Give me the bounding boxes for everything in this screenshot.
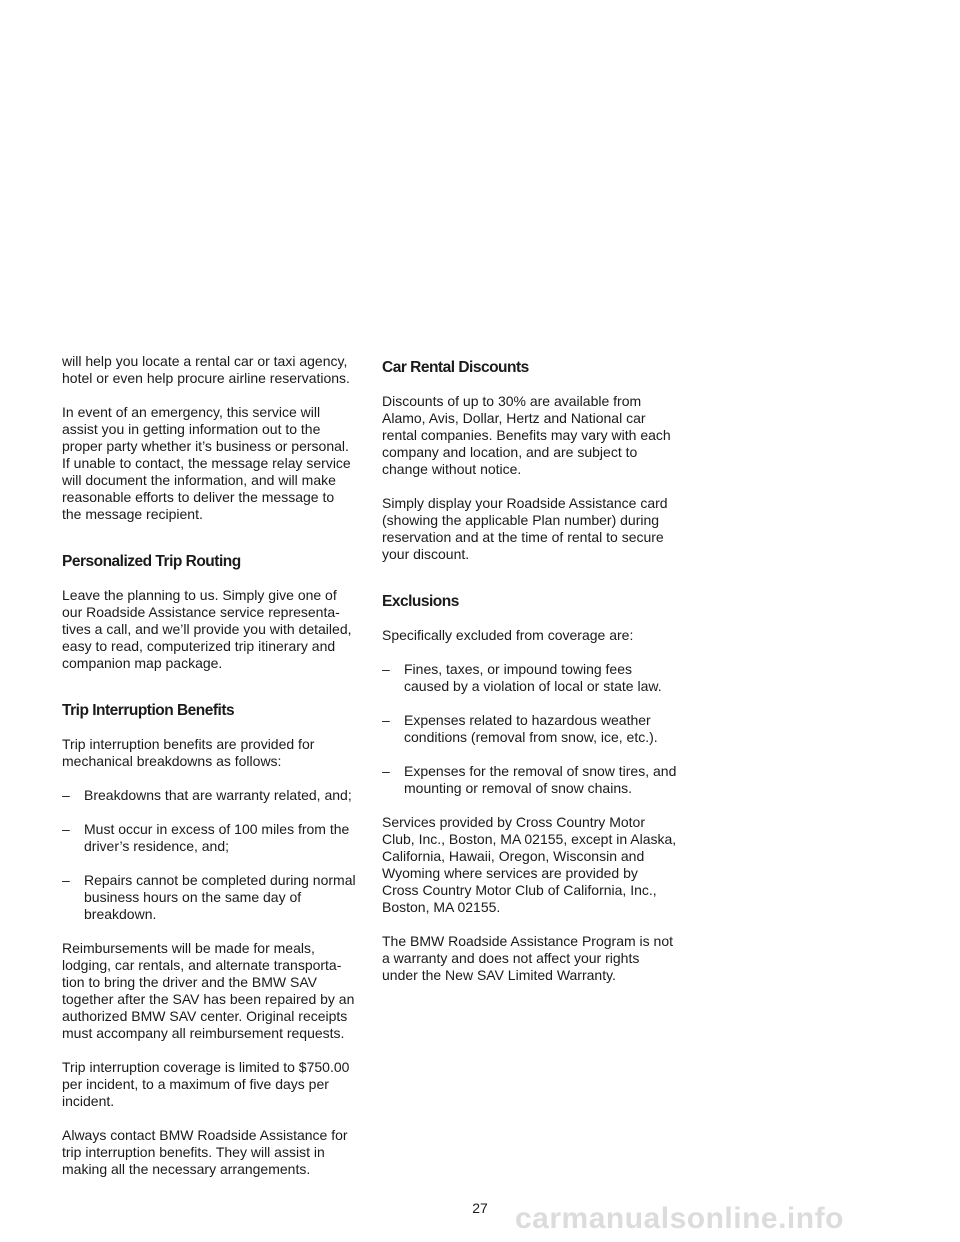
trip-interruption-paragraph-2: Reimbursements will be made for meals, lodging, car rentals, and alternate transportation to bring the driver and the BMW SAV together after the SAV has been repaired by an authorized BMW SAV center. Original receipts must accompany all reimbursement requests.: [62, 940, 355, 1041]
section-heading-car-rental: Car Rental Discounts: [382, 359, 529, 376]
trip-interruption-paragraph-3: Trip interruption coverage is limited to $750.00 per incident, to a maximum of five days per incident.: [62, 1059, 350, 1109]
section-heading-trip-routing: Personalized Trip Routing: [62, 553, 241, 570]
list-item: [382, 763, 677, 797]
intro-paragraph-2: In event of an emergency, this service will assist you in getting information out to the proper party whether it’s business or personal. If unable to contact, the message relay service will document the information, and will make reasonable efforts to deliver the message to the message recipient.: [62, 404, 351, 522]
intro-paragraph-1: will help you locate a rental car or taxi agency, hotel or even help procure airline reservations.: [62, 353, 350, 386]
dash-icon: –: [62, 821, 70, 837]
list-item: [62, 872, 357, 923]
section-heading-exclusions: Exclusions: [382, 593, 459, 610]
list-item-text: Fines, taxes, or impound towing fees caused by a violation of local or state law.: [404, 661, 662, 694]
dash-icon: –: [382, 661, 390, 677]
dash-icon: –: [382, 763, 390, 779]
list-item-text: Expenses for the removal of snow tires, and mounting or removal of snow chains.: [404, 763, 677, 796]
watermark-text: carmanualsonline.info: [515, 1202, 844, 1235]
list-item: [62, 821, 357, 855]
right-column: [382, 353, 677, 1001]
car-rental-paragraph-1: Discounts of up to 30% are available from Alamo, Avis, Dollar, Hertz and National car rental companies. Benefits may vary with each company and location, and are subject to change without notice.: [382, 393, 671, 477]
list-item: [62, 787, 357, 804]
list-item: [382, 661, 677, 695]
exclusions-paragraph-2: Services provided by Cross Country Motor Club, Inc., Boston, MA 02155, except in Alaska, California, Hawaii, Oregon, Wisconsin and Wyoming where services are provided by Cross Country Motor Club of California, Inc., Boston, MA 02155.: [382, 814, 677, 915]
dash-icon: –: [62, 872, 70, 888]
section-heading-trip-interruption: Trip Interruption Benefits: [62, 702, 235, 719]
trip-routing-paragraph: Leave the planning to us. Simply give one of our Roadside Assistance service representatives a call, and we’ll provide you with detailed, easy to read, computerized trip itinerary and companion map package.: [62, 587, 352, 671]
exclusions-paragraph-1: Specifically excluded from coverage are:: [382, 627, 634, 643]
dash-icon: –: [62, 787, 70, 803]
list-item-text: Must occur in excess of 100 miles from the driver’s residence, and;: [84, 821, 350, 854]
list-item-text: Expenses related to hazardous weather conditions (removal from snow, ice, etc.).: [404, 712, 658, 745]
car-rental-paragraph-2: Simply display your Roadside Assistance card (showing the applicable Plan number) during reservation and at the time of rental to secure your discount.: [382, 495, 668, 562]
list-item: [382, 712, 677, 746]
dash-icon: –: [382, 712, 390, 728]
exclusions-paragraph-3: The BMW Roadside Assistance Program is not a warranty and does not affect your rights under the New SAV Limited Warranty.: [382, 933, 674, 983]
trip-interruption-paragraph-1: Trip interruption benefits are provided for mechanical breakdowns as follows:: [62, 736, 315, 769]
trip-interruption-paragraph-4: Always contact BMW Roadside Assistance for trip interruption benefits. They will assist in making all the necessary arrangements.: [62, 1127, 348, 1177]
list-item-text: Repairs cannot be completed during normal business hours on the same day of breakdown.: [84, 872, 356, 922]
list-item-text: Breakdowns that are warranty related, and;: [84, 787, 352, 803]
left-column: [62, 353, 357, 1195]
page-number: 27: [472, 1200, 488, 1216]
